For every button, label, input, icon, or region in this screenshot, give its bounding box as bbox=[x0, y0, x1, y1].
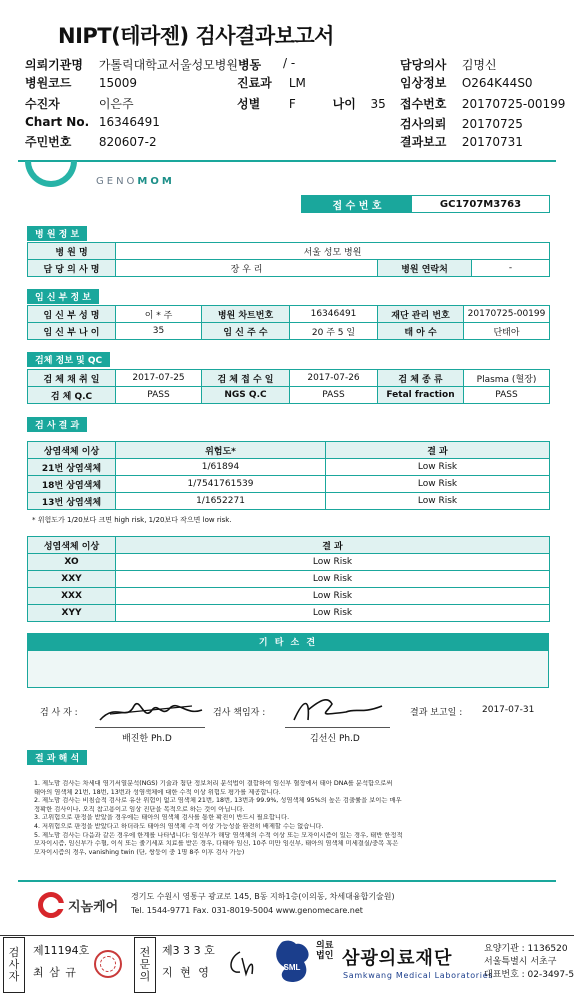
examinee-label: 수진자 bbox=[25, 97, 60, 111]
row-label: XXY bbox=[28, 571, 116, 588]
tester-signature-icon bbox=[96, 692, 206, 728]
report-title: NIPT(테라젠) 검사결과보고서 bbox=[58, 24, 334, 48]
pregnant-age-value: 35 bbox=[116, 323, 202, 340]
pregnant-fetus-label: 태 아 수 bbox=[378, 323, 464, 340]
svg-text:SML: SML bbox=[283, 963, 301, 972]
sml-english-name: Samkwang Medical Laboratories bbox=[343, 971, 494, 980]
specialist-name: 지 현 영 bbox=[162, 966, 211, 979]
sml-corp-label-1: 의료 bbox=[316, 941, 334, 951]
table-header-row bbox=[28, 442, 550, 459]
autosome-results-table bbox=[27, 441, 550, 510]
sex-chromosome-table bbox=[27, 536, 550, 622]
table-row bbox=[28, 459, 550, 476]
dept-row bbox=[237, 74, 306, 91]
sex-value: F bbox=[288, 97, 296, 111]
row-label: 13번 상염색체 bbox=[28, 493, 116, 510]
risk-value: 1/61894 bbox=[116, 459, 326, 476]
req-org-label: 의뢰기관명 bbox=[25, 58, 83, 72]
table-row bbox=[28, 243, 550, 260]
tester-license-no: 제11194호 bbox=[33, 944, 90, 957]
specimen-qc-value: PASS bbox=[116, 387, 202, 404]
specimen-receive-value: 2017-07-26 bbox=[290, 370, 378, 387]
table-header-row bbox=[28, 537, 550, 554]
section-interpretation: 결 과 해 석 bbox=[27, 750, 87, 765]
section-hospital-info: 병 원 정 보 bbox=[27, 226, 87, 241]
risk-value: 1/7541761539 bbox=[116, 476, 326, 493]
sml-logo-icon bbox=[274, 940, 310, 984]
specialist-signature-icon bbox=[224, 948, 260, 978]
req-date-row bbox=[400, 115, 523, 132]
sml-phone: 대표번호 : 02-3497-5 bbox=[484, 970, 574, 980]
specimen-receive-label: 검 체 접 수 일 bbox=[202, 370, 290, 387]
tester-sign-line bbox=[95, 727, 205, 728]
ngs-qc-value: PASS bbox=[290, 387, 378, 404]
doctor-row bbox=[400, 56, 497, 73]
sml-corp-label-2: 법인 bbox=[316, 951, 334, 961]
company-name: 지놈케어 bbox=[68, 899, 119, 915]
specialist-vertical-label: 전 문 의 bbox=[134, 937, 156, 993]
pregnant-chart-value: 16346491 bbox=[290, 306, 378, 323]
table-row bbox=[28, 323, 550, 340]
specimen-type-value: Plasma (혈장) bbox=[464, 370, 550, 387]
risk-footnote: * 위험도가 1/20보다 크면 high risk, 1/20보다 작으면 low risk. bbox=[32, 516, 232, 524]
tester-name: 배진한 Ph.D bbox=[122, 734, 172, 744]
age-label: 나이 bbox=[332, 97, 356, 111]
table-row bbox=[28, 554, 550, 571]
pregnant-weeks-value: 20 주 5 일 bbox=[290, 323, 378, 340]
table-row bbox=[28, 476, 550, 493]
dept-label: 진료과 bbox=[237, 76, 272, 90]
receipt-no-row bbox=[400, 95, 565, 112]
col-sex-chrom: 성염색체 이상 bbox=[28, 537, 116, 554]
req-org-value: 가톨릭대학교서울성모병원 bbox=[98, 58, 238, 72]
col-risk: 위험도* bbox=[116, 442, 326, 459]
table-row bbox=[28, 260, 550, 277]
note-line: 5. 제노맘 검사는 다음과 같은 경우에 한계를 나타냅니다: 임신부가 해당 염색체의 수적 이상 또는 모자이시즘이 있는 경우, 태반 한정적 bbox=[34, 831, 403, 839]
row-label: XXX bbox=[28, 588, 116, 605]
receipt-no-label: 접수번호 bbox=[400, 97, 447, 111]
table-row bbox=[28, 306, 550, 323]
result-value: Low Risk bbox=[116, 605, 550, 622]
ward-value: / - bbox=[283, 56, 296, 70]
receipt-number-label: 접 수 번 호 bbox=[302, 196, 412, 212]
result-value: Low Risk bbox=[116, 571, 550, 588]
ngs-qc-label: NGS Q.C bbox=[202, 387, 290, 404]
fetal-fraction-value: PASS bbox=[464, 387, 550, 404]
manager-label: 검사 책임자 : bbox=[213, 708, 266, 718]
rrn-row bbox=[25, 133, 157, 150]
company-contact: Tel. 1544-9771 Fax. 031-8019-5004 www.genomecare.net bbox=[131, 906, 363, 915]
pregnant-name-value: 이 * 주 bbox=[116, 306, 202, 323]
rrn-value: 820607-2 bbox=[98, 135, 157, 149]
hospital-info-table bbox=[27, 242, 550, 277]
clin-info-value: O264K44S0 bbox=[461, 76, 533, 90]
chart-value: 16346491 bbox=[98, 115, 160, 129]
specialist-license-no: 제3 3 3 호 bbox=[162, 944, 215, 957]
genomom-logo-icon bbox=[25, 161, 77, 187]
row-label: 21번 상염색체 bbox=[28, 459, 116, 476]
table-row bbox=[28, 387, 550, 404]
pregnant-info-table bbox=[27, 305, 550, 340]
note-line: 1. 제노맘 검사는 차세대 염기서열분석(NGS) 기술과 첨단 정보처리 분석법이 결합하여 임신부 혈장에서 태아 DNA를 분석함으로써 bbox=[34, 780, 393, 787]
req-date-value: 20170725 bbox=[461, 117, 523, 131]
report-date-value: 20170731 bbox=[461, 135, 523, 149]
result-value: Low Risk bbox=[326, 459, 550, 476]
sex-label: 성별 bbox=[237, 97, 261, 111]
row-label: 18번 상염색체 bbox=[28, 476, 116, 493]
sml-name: 삼광의료재단 bbox=[342, 948, 453, 969]
table-row bbox=[28, 605, 550, 622]
note-line: 정확한 검사이나, 오직 참고용이고 임상 진단을 목적으로 하는 것이 아닙니다. bbox=[34, 805, 245, 813]
hosp-code-row bbox=[25, 74, 137, 91]
col-autosome: 상염색체 이상 bbox=[28, 442, 116, 459]
report-date-value-2: 2017-07-31 bbox=[482, 705, 535, 715]
hosp-code-value: 15009 bbox=[98, 76, 138, 90]
report-date-label-2: 결과 보고일 : bbox=[410, 708, 463, 718]
examinee-value: 이은주 bbox=[98, 97, 134, 111]
req-date-label: 검사의뢰 bbox=[400, 117, 447, 131]
hospital-name-value: 서울 성모 병원 bbox=[116, 243, 550, 260]
chart-row bbox=[25, 115, 160, 129]
sex-row bbox=[237, 95, 386, 112]
sml-address: 서울특별시 서초구 bbox=[484, 957, 557, 967]
section-specimen-info: 검체 정보 및 QC bbox=[27, 352, 110, 367]
misc-findings-box bbox=[27, 650, 549, 688]
header-row-1 bbox=[25, 56, 261, 73]
specimen-qc-label: 검 체 Q.C bbox=[28, 387, 116, 404]
note-line: 모자이시즘, 임신부가 수혈, 이식 또는 줄기세포 치료를 받은 경우, 다태아 임신, 10주 미만 임신부, 태아의 염색체 미세결실/중복 혹은 bbox=[34, 840, 399, 848]
hospital-doctor-label: 담 당 의 사 명 bbox=[28, 260, 116, 277]
specimen-info-table bbox=[27, 369, 550, 404]
pregnant-chart-label: 병원 차트번호 bbox=[202, 306, 290, 323]
age-value: 35 bbox=[370, 97, 386, 111]
doctor-label: 담당의사 bbox=[400, 58, 447, 72]
table-row bbox=[28, 493, 550, 510]
chart-label: Chart No. bbox=[25, 115, 90, 129]
ward-label: 병동 bbox=[237, 58, 262, 72]
doctor-value: 김명신 bbox=[461, 58, 497, 72]
pregnant-mgmt-label: 재단 관리 번호 bbox=[378, 306, 464, 323]
pregnant-name-label: 임 신 부 성 명 bbox=[28, 306, 116, 323]
tester-seal-icon bbox=[94, 950, 122, 978]
note-line: 3. 고위험으로 판정을 받았을 경우에는 태아의 염색체 검사를 통한 확진이 반드시 필요합니다. bbox=[34, 814, 290, 822]
bottom-divider bbox=[18, 880, 556, 882]
manager-name: 김선신 Ph.D bbox=[310, 734, 360, 744]
hospital-name-label: 병 원 명 bbox=[28, 243, 116, 260]
examinee-row bbox=[25, 95, 134, 112]
hosp-code-label: 병원코드 bbox=[25, 76, 72, 90]
specimen-collect-label: 검 체 채 취 일 bbox=[28, 370, 116, 387]
rrn-label: 주민번호 bbox=[25, 135, 72, 149]
result-value: Low Risk bbox=[326, 476, 550, 493]
company-address: 경기도 수원시 영통구 광교로 145, B동 지하1층(이의동, 차세대융합기술원) bbox=[131, 892, 395, 901]
genomom-wordmark: GENOMOM bbox=[96, 176, 175, 187]
tester-lab-name: 최 삼 규 bbox=[33, 966, 77, 979]
specimen-type-label: 검 체 종 류 bbox=[378, 370, 464, 387]
risk-value: 1/1652271 bbox=[116, 493, 326, 510]
genomecare-logo bbox=[38, 892, 118, 918]
note-line: 모자이시즘의 경우, vanishing twin (단, 쌍둥이 중 1명 8주 이후 검사 가능) bbox=[34, 848, 245, 856]
hospital-contact-label: 병원 연락처 bbox=[378, 260, 472, 277]
table-row bbox=[28, 588, 550, 605]
report-date-row bbox=[400, 133, 523, 150]
note-line: 태아의 염색체 21번, 18번, 13번과 성염색체에 대한 수적 이상 위험도 평가를 제공합니다. bbox=[34, 788, 281, 796]
section-results: 검 사 결 과 bbox=[27, 417, 87, 432]
col-result: 결 과 bbox=[326, 442, 550, 459]
report-date-label: 결과보고 bbox=[400, 135, 447, 149]
table-row bbox=[28, 571, 550, 588]
col-sex-result: 결 과 bbox=[116, 537, 550, 554]
receipt-no-value: 20170725-00199 bbox=[461, 97, 566, 111]
hospital-contact-value: - bbox=[472, 260, 550, 277]
tester-label: 검 사 자 : bbox=[40, 708, 78, 718]
manager-sign-line bbox=[285, 727, 390, 728]
sml-org-number: 요양기관 : 1136520 bbox=[484, 944, 568, 954]
fetal-fraction-label: Fetal fraction bbox=[378, 387, 464, 404]
pregnant-weeks-label: 임 신 주 수 bbox=[202, 323, 290, 340]
clin-info-row bbox=[400, 74, 533, 91]
manager-signature-icon bbox=[286, 690, 390, 728]
tester-vertical-label: 검 사 자 bbox=[3, 937, 25, 993]
section-pregnant-info: 임 신 부 정 보 bbox=[27, 289, 99, 304]
clin-info-label: 임상정보 bbox=[400, 76, 447, 90]
row-label: XYY bbox=[28, 605, 116, 622]
specimen-collect-value: 2017-07-25 bbox=[116, 370, 202, 387]
genomecare-logo-icon bbox=[38, 892, 64, 918]
interpretation-notes bbox=[34, 780, 542, 857]
receipt-number-value: GC1707M3763 bbox=[439, 198, 522, 210]
dept-value: LM bbox=[288, 76, 306, 90]
pregnant-fetus-value: 단태아 bbox=[464, 323, 550, 340]
hospital-doctor-value: 장 우 리 bbox=[116, 260, 378, 277]
top-divider bbox=[18, 160, 556, 162]
pregnant-mgmt-value: 20170725-00199 bbox=[464, 306, 550, 323]
note-line: 4. 저위험으로 판정을 받았다고 하더라도 태아의 염색체 수적 이상 가능성을 완전히 배제할 수는 없습니다. bbox=[34, 822, 324, 830]
result-value: Low Risk bbox=[116, 554, 550, 571]
pregnant-age-label: 임 신 부 나 이 bbox=[28, 323, 116, 340]
table-row bbox=[28, 370, 550, 387]
note-line: 2. 제노맘 검사는 비침습적 검사로 유산 위험이 없고 염색체 21번, 18번, 13번과 99.9%, 성염색체 95%의 높은 검출률을 보이는 매우 bbox=[34, 797, 402, 805]
row-label: XO bbox=[28, 554, 116, 571]
result-value: Low Risk bbox=[116, 588, 550, 605]
receipt-number-box bbox=[301, 195, 550, 213]
misc-findings-title: 기 타 소 견 bbox=[27, 633, 549, 650]
result-value: Low Risk bbox=[326, 493, 550, 510]
